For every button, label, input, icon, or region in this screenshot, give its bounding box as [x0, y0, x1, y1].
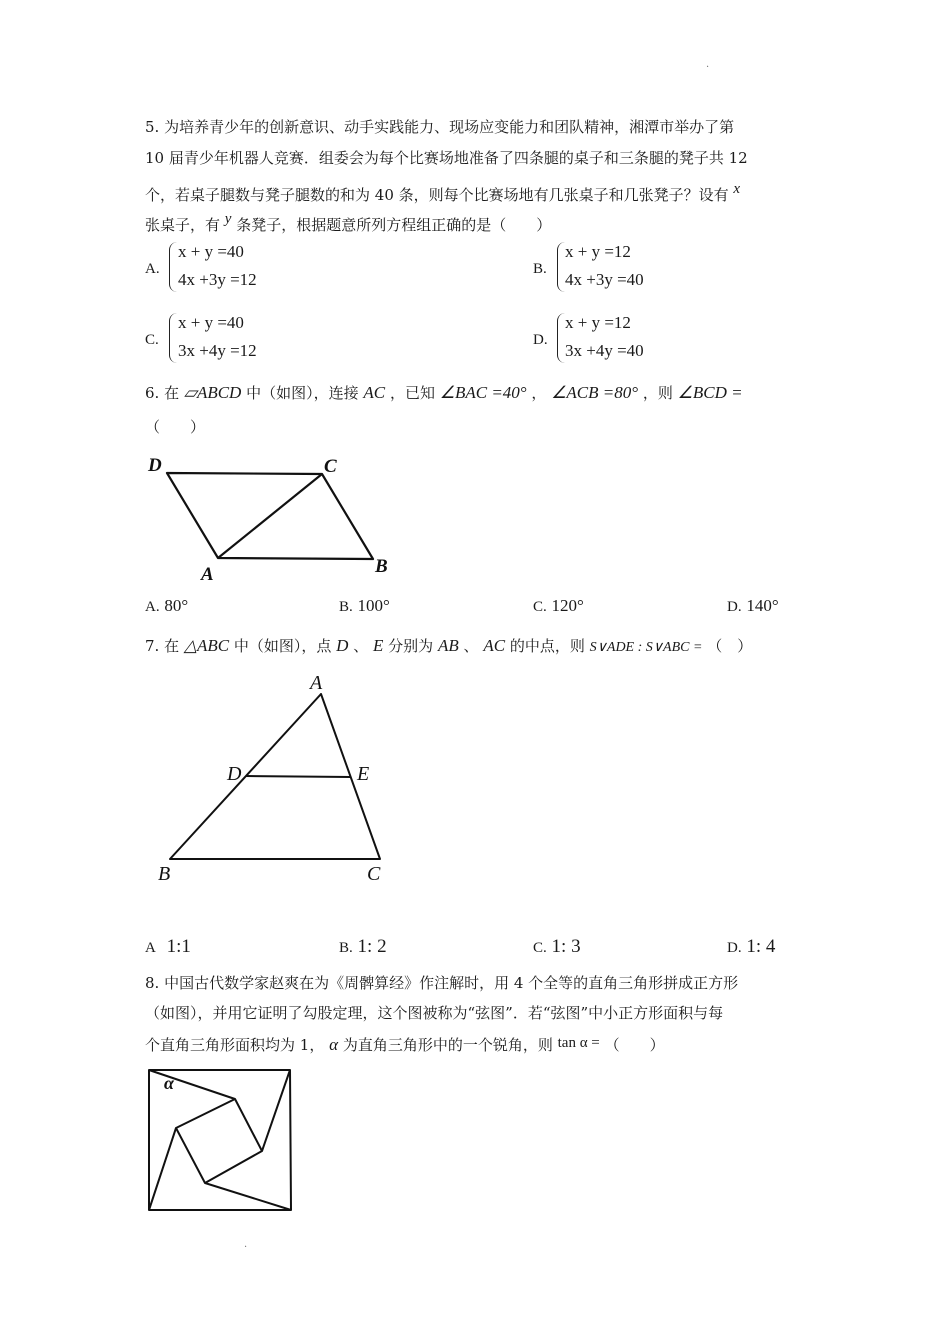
- q5-var-x: x: [733, 181, 741, 197]
- footer-mark: ·: [244, 1242, 248, 1253]
- q7-option-c[interactable]: [533, 936, 581, 958]
- q6-prefix: 6. 在: [145, 384, 180, 402]
- q8-triangle-line-right: [262, 1070, 290, 1151]
- q7-blank: （ ）: [707, 637, 753, 655]
- q7-mid-3: 的中点，则: [509, 637, 585, 655]
- q8-line-1: 8. 中国古代数学家赵爽在为《周髀算经》作注解时，用 4 个全等的直角三角形拼成正方形: [145, 974, 739, 992]
- q5-option-d-label[interactable]: D.: [533, 332, 548, 348]
- q6-mid-2: ，已知: [389, 384, 435, 402]
- q7-mid-1: 中（如图），点: [233, 637, 332, 655]
- q6-mid-3: ，则: [642, 384, 673, 402]
- q7-stem: [145, 636, 752, 658]
- q6-option-c-label: C.: [533, 599, 547, 615]
- q7-area-ratio: S∨ADE : S∨ABC =: [589, 640, 703, 655]
- q7-option-d[interactable]: [727, 936, 775, 958]
- q5-line-4-text-b: 条凳子，根据题意所列方程组正确的是（ ）: [236, 216, 552, 234]
- q7-option-d-value: 1: 4: [746, 936, 776, 957]
- q5-line-4: [145, 209, 551, 235]
- q7-triangle-figure: [150, 668, 400, 888]
- q5-var-y: y: [224, 211, 232, 227]
- q6-parallelogram-figure: [140, 450, 400, 590]
- q5-line-3-text: 个，若桌子腿数与凳子腿数的和为 40 条，则每个比赛场地有几张桌子和几张凳子？设有: [145, 186, 729, 204]
- q6-ac: AC: [363, 383, 386, 402]
- q7-point-e: E: [373, 636, 384, 655]
- q7-option-b-value: 1: 2: [357, 936, 387, 957]
- q5-option-c-eq2: 3x +4y =12: [178, 341, 257, 360]
- q5-option-a-eq2: 4x +3y =12: [178, 270, 257, 289]
- q7-dun-1: 、: [353, 637, 369, 655]
- q6-angle-acb: ∠ACB =80°: [551, 383, 639, 402]
- q7-dun-2: 、: [463, 637, 479, 655]
- q7-option-a-value: 1:1: [166, 936, 191, 957]
- q6-shape: ▱ABCD: [183, 383, 242, 402]
- q5-option-a-label[interactable]: A.: [145, 261, 160, 277]
- q7-label-e: E: [357, 763, 370, 785]
- q7-label-c: C: [367, 863, 381, 885]
- q5-option-b-eq2: 4x +3y =40: [565, 270, 644, 289]
- q7-option-c-value: 1: 3: [551, 936, 581, 957]
- q8-xian-tu-figure: [140, 1062, 305, 1222]
- q6-option-b-label: B.: [339, 599, 353, 615]
- q6-angle-bcd: ∠BCD =: [677, 383, 743, 402]
- q7-label-a: A: [310, 672, 323, 694]
- q6-option-a[interactable]: [145, 596, 188, 616]
- q6-option-b[interactable]: [339, 596, 390, 616]
- q7-label-b: B: [158, 863, 171, 885]
- q6-option-d-label: D.: [727, 599, 742, 615]
- q6-option-a-value: 80°: [164, 596, 189, 615]
- q8-blank: （ ）: [604, 1036, 665, 1054]
- q8-line-2: （如图），并用它证明了勾股定理，这个图被称为“弦图”．若“弦图”中小正方形面积与每: [145, 1004, 724, 1022]
- q8-triangle-line-top: [149, 1070, 235, 1099]
- q8-triangle-line-bottom: [205, 1183, 291, 1210]
- q7-label-d: D: [227, 763, 242, 785]
- q6-label-a: A: [201, 564, 214, 585]
- q7-segment-ac: AC: [483, 636, 506, 655]
- q7-option-d-label: D.: [727, 940, 742, 956]
- q5-option-d-eq1: x + y =12: [565, 313, 631, 332]
- q5-option-a-brace: [169, 242, 178, 292]
- q8-alpha: α: [329, 1035, 339, 1054]
- q8-line-3-text-a: 个直角三角形面积均为 1，: [145, 1036, 325, 1054]
- q5-option-c-label[interactable]: C.: [145, 332, 159, 348]
- q7-triangle: △ABC: [183, 636, 230, 655]
- q6-option-d-value: 140°: [746, 596, 779, 615]
- q6-blank: （ ）: [145, 418, 206, 436]
- q6-diagonal-ac: [218, 474, 322, 558]
- q5-line-2: 10 届青少年机器人竞赛．组委会为每个比赛场地准备了四条腿的桌子和三条腿的凳子共 12: [145, 149, 748, 167]
- q7-option-a-label: A: [145, 940, 156, 956]
- q7-prefix: 7. 在: [145, 637, 180, 655]
- q8-alpha-label: α: [164, 1073, 174, 1093]
- q5-option-c-brace: [169, 313, 178, 363]
- q5-option-d-eq2: 3x +4y =40: [565, 341, 644, 360]
- q7-option-b[interactable]: [339, 936, 387, 958]
- q7-option-a[interactable]: [145, 936, 191, 958]
- q7-point-d: D: [336, 636, 349, 655]
- header-mark: ·: [706, 62, 710, 73]
- q6-sep: ，: [531, 384, 547, 402]
- q6-option-d[interactable]: [727, 596, 779, 616]
- q7-mid-2: 分别为: [388, 637, 434, 655]
- q5-option-b-label[interactable]: B.: [533, 261, 547, 277]
- q5-option-b-eq1: x + y =12: [565, 242, 631, 261]
- q8-triangle-line-left: [149, 1128, 176, 1210]
- q5-option-a-eq1: x + y =40: [178, 242, 244, 261]
- q6-mid-1: 中（如图），连接: [246, 384, 359, 402]
- q6-option-b-value: 100°: [357, 596, 390, 615]
- q6-option-c-value: 120°: [551, 596, 584, 615]
- q7-option-c-label: C.: [533, 940, 547, 956]
- q7-option-b-label: B.: [339, 940, 353, 956]
- q7-segment-ab: AB: [437, 636, 459, 655]
- q8-inner-square: [176, 1099, 262, 1183]
- q6-option-a-label: A.: [145, 599, 160, 615]
- q5-line-4-text-a: 张桌子，有: [145, 216, 221, 234]
- q6-label-c: C: [324, 456, 337, 477]
- q6-angle-bac: ∠BAC =40°: [439, 383, 527, 402]
- q6-label-b: B: [375, 556, 388, 577]
- q7-segment-de: [246, 776, 351, 777]
- q5-line-3: [145, 179, 740, 205]
- q6-stem: [145, 383, 743, 403]
- q6-option-c[interactable]: [533, 596, 584, 616]
- q8-tan-alpha: tan α =: [557, 1035, 600, 1051]
- q8-line-3-text-b: 为直角三角形中的一个锐角，则: [342, 1036, 553, 1054]
- q5-line-1: 5. 为培养青少年的创新意识、动手实践能力、现场应变能力和团队精神，湘潭市举办了第: [145, 118, 735, 136]
- q5-option-c-eq1: x + y =40: [178, 313, 244, 332]
- q8-line-3: [145, 1033, 665, 1055]
- q6-label-d: D: [148, 455, 162, 476]
